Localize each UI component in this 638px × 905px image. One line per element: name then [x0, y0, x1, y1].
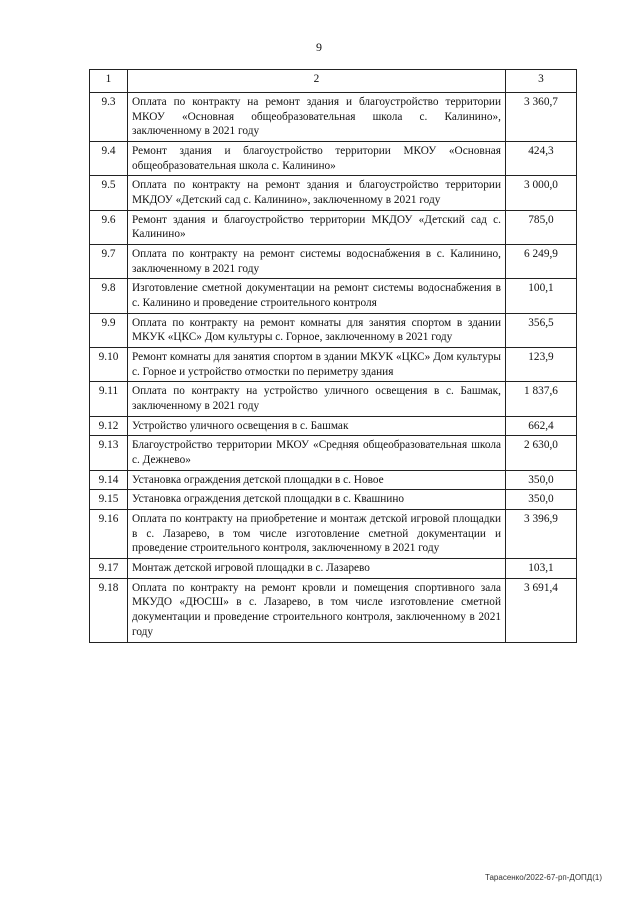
row-amount-cell: 6 249,9	[506, 245, 577, 279]
row-number-cell: 9.13	[90, 436, 128, 470]
row-amount-cell: 785,0	[506, 210, 577, 244]
table-row	[90, 142, 577, 176]
row-number-cell: 9.11	[90, 382, 128, 416]
row-description-cell: Оплата по контракту на устройство уличного освещения в с. Башмак, заключенному в 2021 году	[128, 382, 506, 416]
table-row	[90, 578, 577, 642]
row-description-cell: Устройство уличного освещения в с. Башмак	[128, 416, 506, 436]
row-number-cell: 9.10	[90, 348, 128, 382]
column-header-amount: 3	[506, 70, 577, 93]
row-description-cell: Монтаж детской игровой площадки в с. Лазарево	[128, 559, 506, 579]
budget-table	[89, 69, 577, 643]
row-amount-cell: 3 396,9	[506, 510, 577, 559]
table-row	[90, 279, 577, 313]
row-amount-cell: 350,0	[506, 470, 577, 490]
table-row	[90, 510, 577, 559]
row-amount-cell: 350,0	[506, 490, 577, 510]
table-row	[90, 490, 577, 510]
row-number-cell: 9.12	[90, 416, 128, 436]
row-description-cell: Установка ограждения детской площадки в с. Квашнино	[128, 490, 506, 510]
table-row	[90, 210, 577, 244]
row-description-cell: Оплата по контракту на ремонт здания и благоустройство территории МКДОУ «Детский сад с. Калинино», заключенному в 2021 году	[128, 176, 506, 210]
table-row	[90, 470, 577, 490]
row-amount-cell: 662,4	[506, 416, 577, 436]
row-number-cell: 9.8	[90, 279, 128, 313]
row-number-cell: 9.9	[90, 313, 128, 347]
row-description-cell: Оплата по контракту на ремонт комнаты для занятия спортом в здании МКУК «ЦКС» Дом культуры с. Горное, заключенному в 2021 году	[128, 313, 506, 347]
row-number-cell: 9.15	[90, 490, 128, 510]
column-header-description: 2	[128, 70, 506, 93]
row-description-cell: Ремонт комнаты для занятия спортом в здании МКУК «ЦКС» Дом культуры с. Горное и устройство отмостки по периметру здания	[128, 348, 506, 382]
row-amount-cell: 1 837,6	[506, 382, 577, 416]
table-header-row	[90, 70, 577, 93]
row-number-cell: 9.3	[90, 93, 128, 142]
row-number-cell: 9.17	[90, 559, 128, 579]
row-amount-cell: 123,9	[506, 348, 577, 382]
table-body	[90, 93, 577, 643]
column-header-number: 1	[90, 70, 128, 93]
page-number: 9	[316, 40, 322, 54]
row-number-cell: 9.4	[90, 142, 128, 176]
row-description-cell: Ремонт здания и благоустройство территории МКДОУ «Детский сад с. Калинино»	[128, 210, 506, 244]
row-number-cell: 9.16	[90, 510, 128, 559]
row-number-cell: 9.7	[90, 245, 128, 279]
table-row	[90, 93, 577, 142]
table-row	[90, 176, 577, 210]
row-amount-cell: 103,1	[506, 559, 577, 579]
document-stamp: Тарасенко/2022-67-рп-ДОПД(1)	[484, 873, 602, 882]
row-description-cell: Ремонт здания и благоустройство территории МКОУ «Основная общеобразовательная школа с. Калинино»	[128, 142, 506, 176]
row-amount-cell: 100,1	[506, 279, 577, 313]
row-number-cell: 9.5	[90, 176, 128, 210]
table-row	[90, 245, 577, 279]
row-amount-cell: 356,5	[506, 313, 577, 347]
row-description-cell: Изготовление сметной документации на ремонт системы водоснабжения в с. Калинино и проведение строительного контроля	[128, 279, 506, 313]
row-description-cell: Оплата по контракту на ремонт системы водоснабжения в с. Калинино, заключенному в 2021 году	[128, 245, 506, 279]
row-description-cell: Оплата по контракту на ремонт здания и благоустройство территории МКОУ «Основная общеобразовательная школа с. Калинино», заключенному в 2021 году	[128, 93, 506, 142]
row-number-cell: 9.6	[90, 210, 128, 244]
table-row	[90, 348, 577, 382]
table-row	[90, 416, 577, 436]
table-row	[90, 382, 577, 416]
table-row	[90, 313, 577, 347]
row-amount-cell: 3 360,7	[506, 93, 577, 142]
row-number-cell: 9.14	[90, 470, 128, 490]
row-description-cell: Оплата по контракту на ремонт кровли и помещения спортивного зала МКУДО «ДЮСШ» в с. Лазарево, в том числе изготовление сметной документации и проведение строительного контроля, заключенному в 2021 году	[128, 578, 506, 642]
row-description-cell: Оплата по контракту на приобретение и монтаж детской игровой площадки в с. Лазарево, в том числе изготовление сметной документации и проведение строительного контроля, заключенному в 2021 году	[128, 510, 506, 559]
row-amount-cell: 424,3	[506, 142, 577, 176]
row-amount-cell: 3 000,0	[506, 176, 577, 210]
row-description-cell: Установка ограждения детской площадки в с. Новое	[128, 470, 506, 490]
row-description-cell: Благоустройство территории МКОУ «Средняя общеобразовательная школа с. Дежнево»	[128, 436, 506, 470]
table-row	[90, 559, 577, 579]
row-amount-cell: 2 630,0	[506, 436, 577, 470]
table-row	[90, 436, 577, 470]
row-number-cell: 9.18	[90, 578, 128, 642]
row-amount-cell: 3 691,4	[506, 578, 577, 642]
